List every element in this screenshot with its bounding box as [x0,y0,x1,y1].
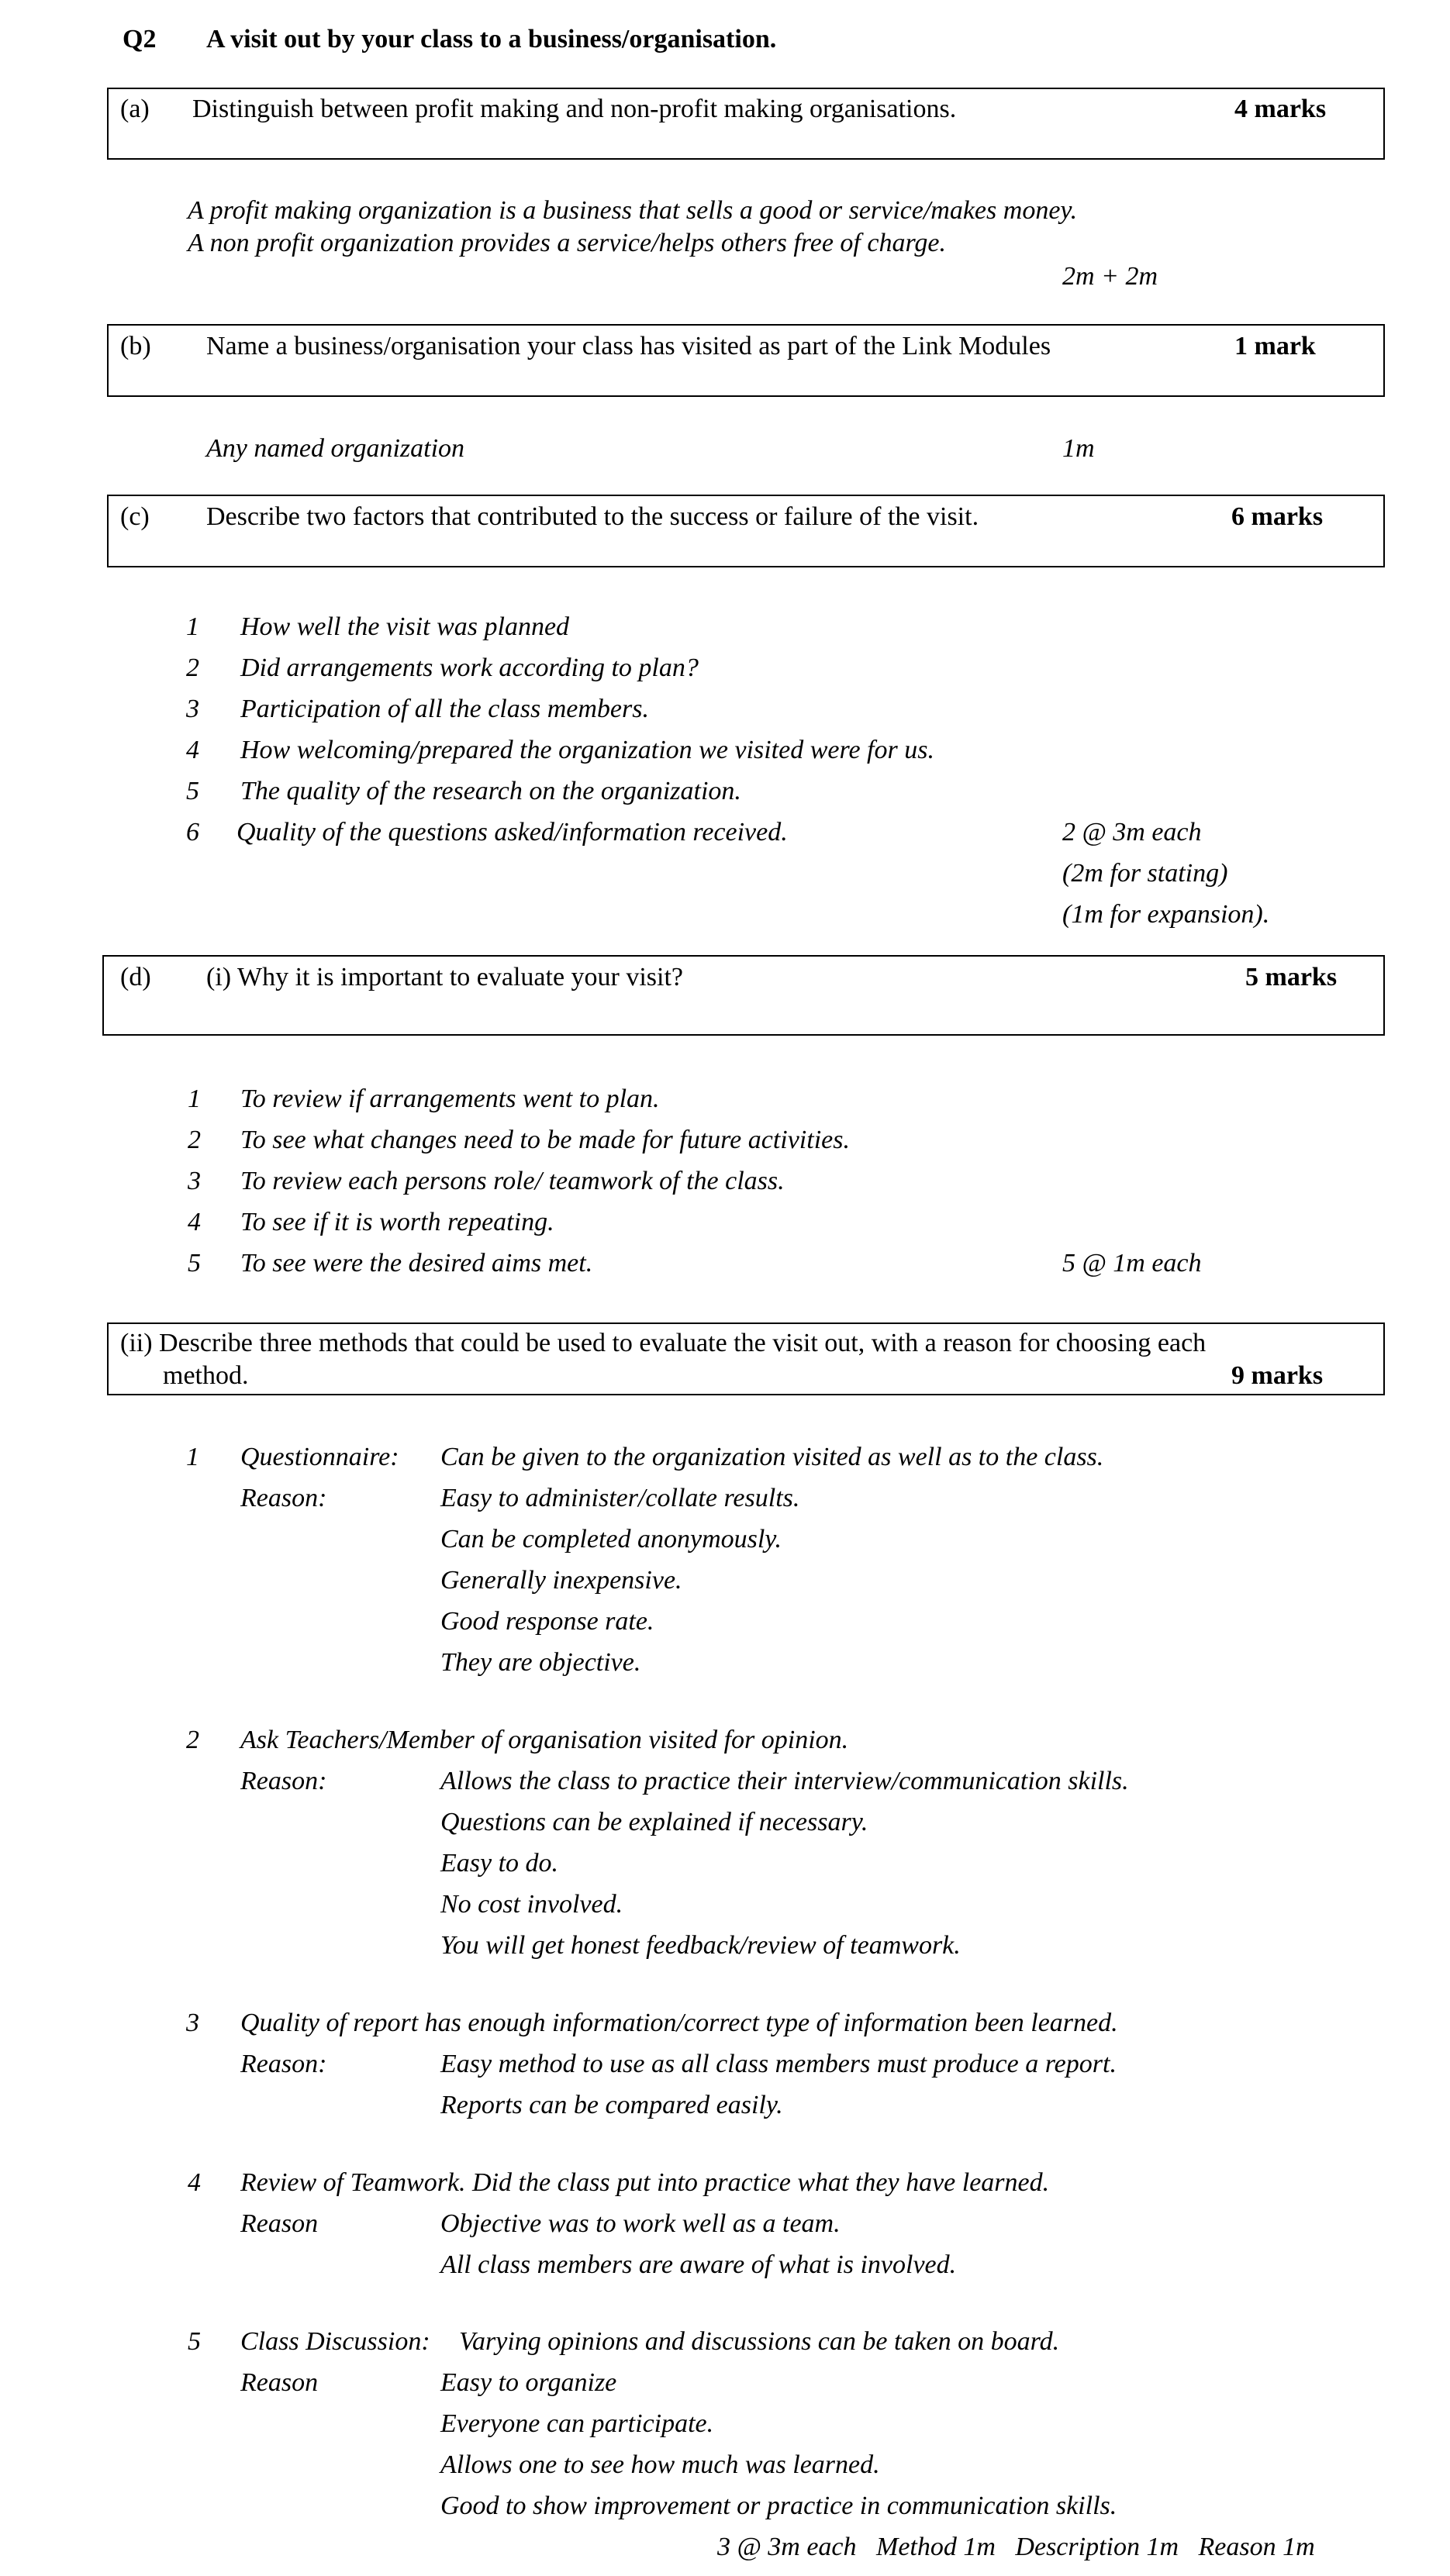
reason-item: Generally inexpensive. [440,1566,682,1595]
method-description: Quality of report has enough information/correct type of information been learned. [240,2009,1118,2037]
method-description: Can be given to the organization visited as well as to the class. [440,1443,1104,1471]
reason-item: Everyone can participate. [440,2409,714,2438]
part-c-question: Describe two factors that contributed to the success or failure of the visit. [206,502,979,531]
list-item-number: 1 [188,1085,201,1113]
reason-label: Reason: [240,1484,327,1512]
list-item: To review if arrangements went to plan. [240,1085,660,1113]
part-c-label: (c) [120,502,150,531]
list-item-number: 4 [186,736,199,764]
method-description: Ask Teachers/Member of organisation visited for opinion. [240,1726,849,1754]
reason-item: Can be completed anonymously. [440,1525,782,1554]
part-d-label: (d) [120,963,151,991]
reason-item: Reports can be compared easily. [440,2091,783,2119]
part-d-question: (i) Why it is important to evaluate your visit? [206,963,684,991]
reason-item: Easy to administer/collate results. [440,1484,800,1512]
reason-item: Good to show improvement or practice in communication skills. [440,2492,1117,2520]
question-title: A visit out by your class to a business/organisation. [206,25,777,53]
reason-item: No cost involved. [440,1890,623,1919]
part-a-allocation: 2m + 2m [1062,262,1158,291]
reason-item: Allows one to see how much was learned. [440,2450,880,2479]
list-item: To review each persons role/ teamwork of the class. [240,1167,785,1195]
reason-item: All class members are aware of what is involved. [440,2250,957,2279]
part-c-allocation-2: (2m for stating) [1062,859,1228,888]
list-item: To see were the desired aims met. [240,1249,593,1278]
part-c-marks: 6 marks [1231,502,1324,531]
list-item: Quality of the questions asked/information received. [236,818,788,847]
list-item-number: 3 [188,1167,201,1195]
reason-label: Reason: [240,1767,327,1795]
list-item-number: 5 [188,1249,201,1278]
method-number: 2 [186,1726,199,1754]
list-item: Participation of all the class members. [240,695,649,723]
list-item: To see if it is worth repeating. [240,1208,554,1236]
reason-label: Reason [240,2368,319,2397]
reason-item: Objective was to work well as a team. [440,2209,841,2238]
method-number: 5 [188,2327,201,2356]
part-b-marks: 1 mark [1234,332,1316,360]
reason-item: Allows the class to practice their interview/communication skills. [440,1767,1129,1795]
list-item: How well the visit was planned [240,612,570,641]
list-item-number: 4 [188,1208,201,1236]
part-a-label: (a) [120,95,150,123]
part-d2-question-line-1: (ii) Describe three methods that could be used to evaluate the visit out, with a reason for choosing each [120,1329,1207,1357]
part-b-question: Name a business/organisation your class has visited as part of the Link Modules [206,332,1051,360]
part-d-allocation: 5 @ 1m each [1062,1249,1202,1278]
reason-item: You will get honest feedback/review of teamwork. [440,1931,961,1960]
list-item: Did arrangements work according to plan? [240,653,699,682]
method-heading: Questionnaire: [240,1443,399,1471]
method-number: 1 [186,1443,199,1471]
method-heading: Class Discussion: [240,2327,430,2356]
list-item: How welcoming/prepared the organization we visited were for us. [240,736,934,764]
method-description: Varying opinions and discussions can be taken on board. [459,2327,1060,2356]
list-item: To see what changes need to be made for future activities. [240,1126,850,1154]
part-d2-allocation: 3 @ 3m each Method 1m Description 1m Reason 1m [717,2533,1315,2561]
list-item-number: 2 [186,653,199,682]
part-a-answer-2: A non profit organization provides a service/helps others free of charge. [188,229,947,257]
list-item-number: 6 [186,818,199,847]
list-item-number: 5 [186,777,199,805]
question-number: Q2 [123,25,157,53]
list-item: The quality of the research on the organization. [240,777,741,805]
part-a-answer-1: A profit making organization is a business that sells a good or service/makes money. [188,196,1078,225]
reason-item: Easy to organize [440,2368,617,2397]
part-d-marks: 5 marks [1245,963,1338,991]
list-item-number: 3 [186,695,199,723]
part-d2-question-line-2: method. [163,1361,249,1390]
part-b-label: (b) [120,332,151,360]
list-item-number: 1 [186,612,199,641]
reason-item: They are objective. [440,1648,641,1677]
part-b-answer: Any named organization [206,434,465,463]
method-number: 4 [188,2168,201,2197]
reason-item: Easy method to use as all class members must produce a report. [440,2050,1117,2078]
part-b-allocation: 1m [1062,434,1095,463]
reason-item: Easy to do. [440,1849,559,1878]
part-a-question: Distinguish between profit making and non-profit making organisations. [192,95,957,123]
part-c-allocation-3: (1m for expansion). [1062,900,1270,929]
list-item-number: 2 [188,1126,201,1154]
reason-label: Reason [240,2209,319,2238]
part-c-allocation-1: 2 @ 3m each [1062,818,1202,847]
reason-item: Questions can be explained if necessary. [440,1808,868,1836]
part-d2-marks: 9 marks [1231,1361,1324,1390]
reason-item: Good response rate. [440,1607,654,1636]
reason-label: Reason: [240,2050,327,2078]
method-description: Review of Teamwork. Did the class put into practice what they have learned. [240,2168,1050,2197]
method-number: 3 [186,2009,199,2037]
part-a-marks: 4 marks [1234,95,1327,123]
